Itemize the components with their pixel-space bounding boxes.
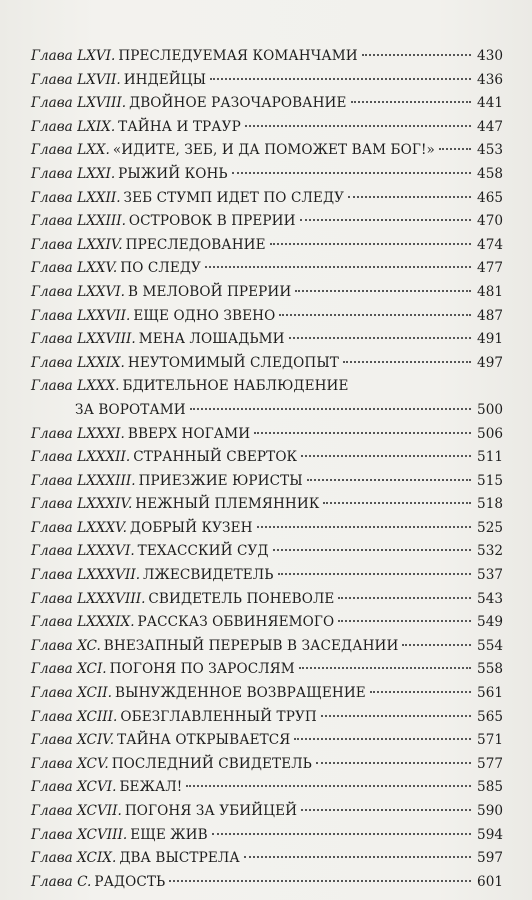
page-number: 518: [477, 496, 503, 513]
dot-leader: [169, 880, 471, 882]
toc-entry: [31, 800, 503, 824]
page-number: 565: [477, 708, 503, 725]
page-number: 525: [477, 519, 503, 536]
chapter-title: ДВА ВЫСТРЕЛА: [119, 850, 240, 867]
chapter-number: Глава XCI.: [31, 661, 107, 678]
chapter-title: ДВОЙНОЕ РАЗОЧАРОВАНИЕ: [129, 95, 347, 112]
chapter-number: Глава LXXII.: [31, 189, 121, 206]
toc-entry-second-line: [31, 399, 503, 423]
chapter-title: ОБЕЗГЛАВЛЕННЫЙ ТРУП: [120, 708, 317, 725]
dot-leader: [338, 597, 471, 599]
chapter-number: Глава LXXXIV.: [31, 496, 133, 513]
chapter-title: БДИТЕЛЬНОЕ НАБЛЮДЕНИЕ: [122, 378, 349, 395]
chapter-number: Глава LXXVII.: [31, 307, 131, 324]
chapter-title: ПРЕСЛЕДОВАНИЕ: [125, 236, 266, 253]
chapter-number: Глава LXXV.: [31, 260, 118, 277]
toc-entry: [31, 540, 503, 564]
dot-leader: [321, 715, 471, 717]
toc-entry: [31, 517, 503, 541]
chapter-number: Глава XC.: [31, 637, 101, 654]
chapter-number: Глава XCV.: [31, 755, 109, 772]
dot-leader: [439, 148, 471, 150]
dot-leader: [351, 101, 471, 103]
dot-leader: [316, 762, 471, 764]
chapter-title: НЕЖНЫЙ ПЛЕМЯННИК: [135, 496, 320, 513]
page-number: 500: [477, 401, 503, 418]
toc-entry: [31, 305, 503, 329]
dot-leader: [301, 809, 471, 811]
chapter-number: Глава LXXIII.: [31, 213, 126, 230]
page-number: 554: [477, 637, 503, 654]
chapter-title: СВИДЕТЕЛЬ ПОНЕВОЛЕ: [148, 590, 335, 607]
chapter-title: НЕУТОМИМЫЙ СЛЕДОПЫТ: [127, 354, 339, 371]
chapter-number: Глава LXXXVI.: [31, 543, 135, 560]
toc-entry: [31, 446, 503, 470]
dot-leader: [301, 455, 471, 457]
page-number: 577: [477, 755, 503, 772]
dot-leader: [343, 361, 471, 363]
chapter-title: ПРЕСЛЕДУЕМАЯ КОМАНЧАМИ: [118, 48, 358, 64]
toc-entry: [31, 45, 503, 69]
toc-entry: [31, 92, 503, 116]
page-number: 590: [477, 803, 503, 819]
toc-entry: [31, 871, 503, 895]
toc-entry: [31, 163, 503, 187]
toc-entry: [31, 69, 503, 93]
page-number: 532: [477, 543, 503, 560]
page-number: 465: [477, 189, 503, 206]
toc-entry-first-line: [31, 375, 503, 399]
chapter-number: Глава LXXXVII.: [31, 567, 141, 584]
chapter-title: ЕЩЕ ЖИВ: [130, 826, 208, 843]
page-number: 436: [477, 71, 503, 88]
dot-leader: [299, 667, 471, 669]
page-number: 441: [477, 95, 503, 112]
chapter-title: ВНЕЗАПНЫЙ ПЕРЕРЫВ В ЗАСЕДАНИИ: [103, 637, 399, 654]
page-number: 470: [477, 213, 503, 230]
chapter-title: ТЕХАССКИЙ СУД: [137, 543, 269, 560]
dot-leader: [205, 266, 471, 268]
toc-entry: [31, 658, 503, 682]
dot-leader: [338, 620, 471, 622]
chapter-number: Глава XCVI.: [31, 779, 117, 796]
chapter-title: ПОГОНЯ ЗА УБИЙЦЕЙ: [124, 803, 298, 819]
toc-entry: [31, 753, 503, 777]
page-number: 511: [477, 449, 503, 466]
page-number: 558: [477, 661, 503, 678]
chapter-title: В МЕЛОВОЙ ПРЕРИИ: [128, 283, 292, 300]
chapter-number: Глава LXXIX.: [31, 354, 125, 371]
dot-leader: [270, 243, 471, 245]
chapter-number: Глава C.: [31, 873, 92, 890]
page-number: 458: [477, 165, 503, 182]
page-number: 506: [477, 425, 503, 442]
dot-leader: [273, 549, 471, 551]
toc-entry: [31, 257, 503, 281]
toc-entry: [31, 729, 503, 753]
chapter-title: ВЫНУЖДЕННОЕ ВОЗВРАЩЕНИЕ: [115, 685, 366, 702]
chapter-number: Глава LXIX.: [31, 118, 116, 135]
page-number: 601: [477, 873, 503, 890]
chapter-title: МЕНА ЛОШАДЬМИ: [138, 331, 285, 348]
dot-leader: [212, 833, 471, 835]
page-number: 487: [477, 307, 503, 324]
page-number: 447: [477, 118, 503, 135]
chapter-title: ПО СЛЕДУ: [120, 260, 201, 277]
dot-leader: [244, 856, 471, 858]
chapter-number: Глава LXXXVIII.: [31, 590, 146, 607]
chapter-title: ПОСЛЕДНИЙ СВИДЕТЕЛЬ: [111, 755, 312, 772]
chapter-number: Глава XCII.: [31, 685, 112, 702]
chapter-title: ЕЩЕ ОДНО ЗВЕНО: [133, 307, 276, 324]
toc-entry: [31, 635, 503, 659]
chapter-number: Глава LXVIII.: [31, 95, 127, 112]
chapter-number: Глава LXXXIII.: [31, 472, 136, 489]
toc-entry: [31, 139, 503, 163]
chapter-title: ВВЕРХ НОГАМИ: [127, 425, 251, 442]
dot-leader: [307, 479, 471, 481]
toc-entry: [31, 682, 503, 706]
chapter-number: Глава XCIX.: [31, 850, 117, 867]
dot-leader: [210, 78, 471, 80]
page-number: 474: [477, 236, 503, 253]
toc-entry: [31, 352, 503, 376]
toc-entry: [31, 564, 503, 588]
dot-leader: [278, 573, 471, 575]
page-number: 515: [477, 472, 503, 489]
table-of-contents: [31, 45, 503, 894]
toc-entry: [31, 234, 503, 258]
toc-entry: [31, 423, 503, 447]
toc-entry: [31, 470, 503, 494]
dot-leader: [323, 502, 471, 504]
toc-entry: [31, 847, 503, 871]
page-number: 453: [477, 142, 503, 159]
dot-leader: [294, 738, 471, 740]
chapter-title: ЛЖЕСВИДЕТЕЛЬ: [143, 567, 274, 584]
chapter-number: Глава XCIII.: [31, 708, 118, 725]
dot-leader: [254, 432, 471, 434]
chapter-number: Глава LXXXV.: [31, 519, 127, 536]
chapter-title: ПРИЕЗЖИЕ ЮРИСТЫ: [138, 472, 303, 489]
chapter-number: Глава LXVII.: [31, 71, 121, 88]
chapter-title: ПОГОНЯ ПО ЗАРОСЛЯМ: [109, 661, 295, 678]
chapter-number: Глава XCIV.: [31, 732, 115, 749]
toc-entry: [31, 706, 503, 730]
toc-entry: [31, 187, 503, 211]
chapter-number: Глава LXVI.: [31, 48, 116, 64]
chapter-number: Глава LXXIV.: [31, 236, 123, 253]
chapter-title: ДОБРЫЙ КУЗЕН: [129, 519, 253, 536]
chapter-title: СТРАННЫЙ СВЕРТОК: [133, 449, 298, 466]
chapter-title: ЗЕБ СТУМП ИДЕТ ПО СЛЕДУ: [123, 189, 345, 206]
chapter-title: ИНДЕЙЦЫ: [123, 71, 207, 88]
dot-leader: [362, 54, 471, 56]
page-number: 497: [477, 354, 503, 371]
chapter-number: Глава LXXXII.: [31, 449, 131, 466]
page-number: 481: [477, 283, 503, 300]
toc-entry: [31, 588, 503, 612]
dot-leader: [289, 337, 471, 339]
toc-entry: [31, 210, 503, 234]
chapter-number: Глава XCVIII.: [31, 826, 128, 843]
chapter-title: ТАЙНА ОТКРЫВАЕТСЯ: [117, 732, 291, 749]
toc-entry: [31, 375, 503, 422]
chapter-title: «ИДИТЕ, ЗЕБ, И ДА ПОМОЖЕТ ВАМ БОГ!»: [112, 142, 435, 159]
chapter-title: ОСТРОВОК В ПРЕРИИ: [128, 213, 296, 230]
chapter-number: Глава LXXI.: [31, 165, 116, 182]
chapter-title: РАДОСТЬ: [94, 873, 166, 890]
dot-leader: [245, 125, 471, 127]
toc-entry: [31, 328, 503, 352]
chapter-title: РАССКАЗ ОБВИНЯЕМОГО: [137, 614, 335, 631]
page-number: 561: [477, 685, 503, 702]
dot-leader: [279, 314, 471, 316]
chapter-title: ТАЙНА И ТРАУР: [118, 118, 241, 135]
page-number: 537: [477, 567, 503, 584]
toc-entry: [31, 281, 503, 305]
chapter-number: Глава LXXXIX.: [31, 614, 135, 631]
chapter-title: БЕЖАЛ!: [119, 779, 183, 796]
toc-entry: [31, 611, 503, 635]
chapter-number: Глава LXXX.: [31, 378, 120, 395]
dot-leader: [300, 219, 471, 221]
chapter-number: Глава LXXVI.: [31, 283, 125, 300]
toc-entry: [31, 776, 503, 800]
dot-leader: [348, 196, 471, 198]
dot-leader: [370, 691, 471, 693]
chapter-number: Глава XCVII.: [31, 803, 122, 819]
page-number: 597: [477, 850, 503, 867]
page-number: 571: [477, 732, 503, 749]
dot-leader: [190, 408, 471, 410]
dot-leader: [295, 290, 471, 292]
dot-leader: [232, 172, 471, 174]
page-number: 430: [477, 48, 503, 64]
dot-leader: [186, 785, 471, 787]
chapter-title: РЫЖИЙ КОНЬ: [118, 165, 228, 182]
page-number: 543: [477, 590, 503, 607]
page-number: 549: [477, 614, 503, 631]
dot-leader: [402, 644, 471, 646]
page-number: 477: [477, 260, 503, 277]
chapter-number: Глава LXXXI.: [31, 425, 125, 442]
chapter-number: Глава LXXVIII.: [31, 331, 136, 348]
chapter-number: Глава LXX.: [31, 142, 110, 159]
dot-leader: [257, 526, 471, 528]
toc-entry: [31, 116, 503, 140]
page-number: 594: [477, 826, 503, 843]
toc-entry: [31, 493, 503, 517]
toc-entry: [31, 824, 503, 848]
page-number: 491: [477, 331, 503, 348]
chapter-title-continued: ЗА ВОРОТАМИ: [75, 401, 186, 418]
page-number: 585: [477, 779, 503, 796]
